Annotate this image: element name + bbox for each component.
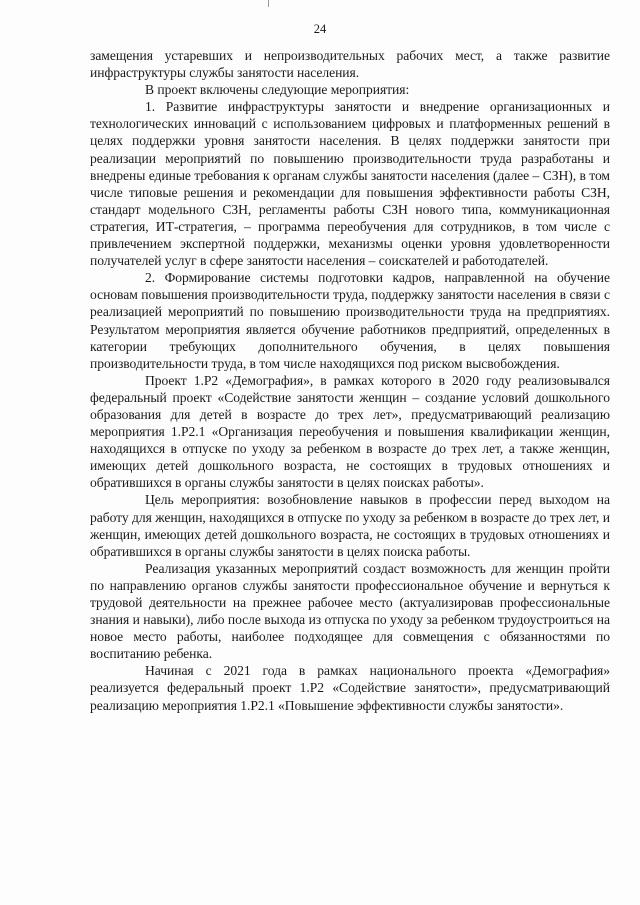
paragraph-project-demography: Проект 1.Р2 «Демография», в рамках которого в 2020 году реализовывался федеральный проект «Содействие занятости женщин – создание условий дошкольного образования для детей в возрасте до трех лет», предусматривающий реализацию мероприятия 1.Р2.1 «Организация переобучения и повышения квалификации женщин, находящихся в отпуске по уходу за ребенком в возрасте до трех лет, а также женщин, имеющих детей дошкольного возраста, не состоящих в трудовых отношениях и обратившихся в органы службы занятости в целях поисках работы». xyxy=(90,372,610,491)
paragraph-goal: Цель мероприятия: возобновление навыков в профессии перед выходом на работу для женщин, находящихся в отпуске по уходу за ребенком в возрасте до трех лет, и женщин, имеющих детей дошкольного возраста, не состоящих в трудовых отношениях и обратившихся в органы службы занятости в целях поиска работы. xyxy=(90,492,610,559)
paragraph-implementation: Реализация указанных мероприятий создаст возможность для женщин пройти по направлению органов службы занятости профессиональное обучение и вернуться к трудовой деятельности на прежнее рабочее место (актуализировав профессиональные знания и навыки), либо после выхода из отпуска по уходу за ребенком трудоустроиться на новое место работы, наиболее подходящее для совмещения с обязанностями по воспитанию ребенка. xyxy=(90,560,610,662)
paragraph-item-1: 1. Развитие инфраструктуры занятости и внедрение организационных и технологических инноваций с использованием цифровых и платформенных решений в целях поддержки уровня занятости населения. В целях поддержки занятости при реализации мероприятий по повышению производительности труда разработаны и внедрены единые требования к органам службы занятости населения (далее – СЗН), в том числе типовые решения и рекомендации для повышения эффективности работы СЗН, стандарт модельного СЗН, регламенты работы СЗН нового типа, коммуникационная стратегия, ИТ-стратегия, – программа переобучения для сотрудников, в том числе с привлечением экспертной поддержки, механизмы оценки уровня удовлетворенности получателей услуг в сфере занятости населения – соискателей и работодателей. xyxy=(90,99,610,269)
paragraph-intro: В проект включены следующие мероприятия: xyxy=(145,82,410,98)
paragraph-continuation: замещения устаревших и непроизводительных рабочих мест, а также развитие инфраструктуры службы занятости населения. xyxy=(90,48,610,81)
page-number: 24 xyxy=(313,22,327,36)
scan-artifact xyxy=(268,0,269,7)
paragraph-2021: Начиная с 2021 года в рамках национального проекта «Демография» реализуется федеральный проект 1.Р2 «Содействие занятости», предусматривающий реализацию мероприятия 1.Р2.1 «Повышение эффективности службы занятости». xyxy=(90,663,610,713)
paragraph-item-2: 2. Формирование системы подготовки кадров, направленной на обучение основам повышения производительности труда, поддержку занятости населения в связи с реализацией мероприятий по повышению производительности труда на предприятиях. Результатом мероприятия является обучение работников предприятий, определенных в категории требующих дополнительного обучения, в целях повышения производительности труда, в том числе находящихся под риском высвобождения. xyxy=(90,270,610,371)
document-body xyxy=(90,47,610,714)
